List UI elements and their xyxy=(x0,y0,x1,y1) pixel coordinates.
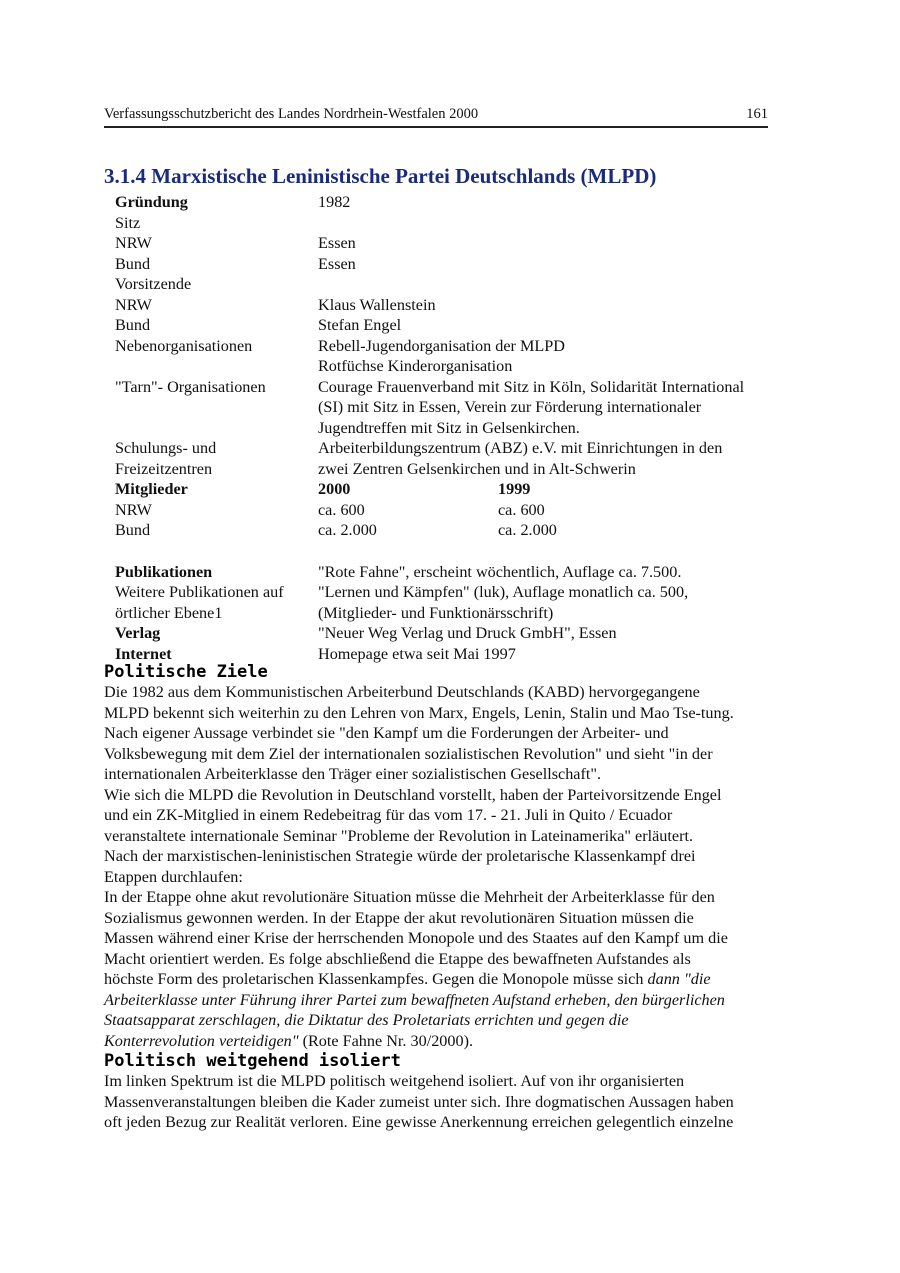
text-line: Massen während einer Krise der herrschenden Monopole und des Staates auf den Kampf um die xyxy=(104,929,728,947)
info-row-nebenorganisationen xyxy=(115,336,805,377)
info-value: (SI) mit Sitz in Essen, Verein zur Förderung internationaler xyxy=(318,398,702,416)
info-row-mit-nrw xyxy=(115,500,805,521)
paragraph-politische-ziele xyxy=(104,682,804,1051)
heading-politische-ziele: Politische Ziele xyxy=(104,662,268,682)
info-row-verlag xyxy=(115,623,805,644)
info-row-sitz xyxy=(115,213,805,234)
info-label: Bund xyxy=(115,254,151,273)
info-value: 1982 xyxy=(318,193,351,211)
info-row-vorsitzende xyxy=(115,274,805,295)
year-header: 1999 xyxy=(498,480,531,498)
info-value: Stefan Engel xyxy=(318,316,402,334)
text-line: Volksbewegung mit dem Ziel der internationalen sozialistischen Revolution" und sieht "in der xyxy=(104,744,713,763)
text-line: Sozialismus gewonnen werden. In der Etappe der akut revolutionären Situation müssen die xyxy=(104,908,694,927)
info-row-mit-bund xyxy=(115,520,805,541)
info-value: "Neuer Weg Verlag und Druck GmbH", Essen xyxy=(318,624,617,642)
info-label: Weitere Publikationen auf xyxy=(115,583,284,601)
info-value: "Rote Fahne", erscheint wöchentlich, Auflage ca. 7.500. xyxy=(318,562,682,581)
text-line: Nach der marxistischen-leninistischen Strategie würde der proletarische Klassenkampf drei xyxy=(104,847,696,865)
info-label: Bund xyxy=(115,521,151,539)
text-line xyxy=(104,969,804,990)
info-label: örtlicher Ebene1 xyxy=(115,603,223,622)
text-line: MLPD bekennt sich weiterhin zu den Lehren von Marx, Engels, Lenin, Stalin und Mao Tse-tung. xyxy=(104,703,734,722)
text-line xyxy=(104,1031,804,1052)
text-line: Etappen durchlaufen: xyxy=(104,867,243,886)
info-label: Mitglieder xyxy=(115,480,188,498)
info-row-sitz-bund xyxy=(115,254,805,275)
info-row-tarn xyxy=(115,377,805,439)
info-value: ca. 600 xyxy=(318,500,365,519)
info-row-vors-nrw xyxy=(115,295,805,316)
text-segment: höchste Form des proletarischen Klassenkampfes. Gegen die Monopole müsse sich xyxy=(104,970,644,988)
quote-line: Staatsapparat zerschlagen, die Diktatur des Proletariats errichten und gegen die xyxy=(104,1011,629,1029)
text-line: In der Etappe ohne akut revolutionäre Situation müsse die Mehrheit der Arbeiterklasse für den xyxy=(104,888,715,906)
info-value: Klaus Wallenstein xyxy=(318,295,436,314)
info-label: Vorsitzende xyxy=(115,275,192,293)
info-label: Nebenorganisationen xyxy=(115,336,253,355)
text-line: Massenveranstaltungen bleiben die Kader zumeist unter sich. Ihre dogmatischen Aussagen haben xyxy=(104,1092,734,1111)
info-value: ca. 2.000 xyxy=(498,521,557,539)
info-label: Freizeitzentren xyxy=(115,459,213,478)
info-label: Schulungs- und xyxy=(115,439,217,457)
info-label: Internet xyxy=(115,644,172,663)
info-value: Homepage etwa seit Mai 1997 xyxy=(318,644,516,663)
heading-politisch-isoliert: Politisch weitgehend isoliert xyxy=(104,1051,401,1071)
info-value: ca. 600 xyxy=(498,500,545,519)
text-line: veranstaltete internationale Seminar "Probleme der Revolution in Lateinamerika" erläutert. xyxy=(104,826,694,845)
info-label: NRW xyxy=(115,234,152,252)
year-header: 2000 xyxy=(318,480,351,498)
info-value: Jugendtreffen mit Sitz in Gelsenkirchen. xyxy=(318,418,580,437)
header-title: Verfassungsschutzbericht des Landes Nordrhein-Westfalen 2000 xyxy=(104,106,479,122)
info-value: Rotfüchse Kinderorganisation xyxy=(318,357,513,375)
info-row-sitz-nrw xyxy=(115,233,805,254)
text-line: Nach eigener Aussage verbindet sie "den Kampf um die Forderungen der Arbeiter- und xyxy=(104,724,669,742)
info-value: Essen xyxy=(318,234,356,252)
info-label: Bund xyxy=(115,316,151,334)
party-info-table xyxy=(115,192,805,664)
section-title: 3.1.4 Marxistische Leninistische Partei Deutschlands (MLPD) xyxy=(104,164,657,188)
info-row-internet xyxy=(115,644,805,665)
info-value: ca. 2.000 xyxy=(318,521,377,539)
info-label: Publikationen xyxy=(115,562,213,581)
info-row-weitere xyxy=(115,582,805,623)
quote-line: Arbeiterklasse unter Führung ihrer Partei zum bewaffneten Aufstand erheben, den bürgerlichen xyxy=(104,990,725,1009)
info-value: Courage Frauenverband mit Sitz in Köln, Solidarität International xyxy=(318,377,745,396)
info-row-schulung xyxy=(115,438,805,479)
info-label: Verlag xyxy=(115,624,161,642)
text-line: oft jeden Bezug zur Realität verloren. Eine gewisse Anerkennung erreichen gelegentlich einzelne xyxy=(104,1113,734,1131)
info-label: NRW xyxy=(115,295,152,314)
page-number: 161 xyxy=(746,106,768,122)
info-value: (Mitglieder- und Funktionärsschrift) xyxy=(318,603,554,622)
info-label: Sitz xyxy=(115,213,141,232)
text-line: internationalen Arbeiterklasse den Träger einer sozialistischen Gesellschaft". xyxy=(104,765,602,783)
info-value: "Lernen und Kämpfen" (luk), Auflage monatlich ca. 500, xyxy=(318,583,689,601)
info-value: Rebell-Jugendorganisation der MLPD xyxy=(318,336,565,355)
info-row-mitglieder xyxy=(115,479,805,500)
text-line: Im linken Spektrum ist die MLPD politisch weitgehend isoliert. Auf von ihr organisierten xyxy=(104,1072,685,1090)
info-row-gruendung xyxy=(115,192,805,213)
paragraph-politisch-isoliert xyxy=(104,1071,804,1133)
info-label: NRW xyxy=(115,500,152,519)
page-header xyxy=(104,106,768,128)
text-line: Macht orientiert werden. Es folge abschließend die Etappe des bewaffneten Aufstandes als xyxy=(104,949,691,968)
citation: (Rote Fahne Nr. 30/2000). xyxy=(298,1031,474,1050)
info-label: "Tarn"- Organisationen xyxy=(115,377,266,396)
quote-segment: Konterrevolution verteidigen" xyxy=(104,1031,299,1050)
text-line: und ein ZK-Mitglied in einem Redebeitrag für das vom 17. - 21. Juli in Quito / Ecuador xyxy=(104,806,673,824)
quote-segment: dann "die xyxy=(647,970,711,988)
info-row-vors-bund xyxy=(115,315,805,336)
info-label: Gründung xyxy=(115,193,188,211)
text-line: Wie sich die MLPD die Revolution in Deutschland vorstellt, haben der Parteivorsitzende Engel xyxy=(104,785,722,804)
info-value: zwei Zentren Gelsenkirchen und in Alt-Schwerin xyxy=(318,459,636,478)
text-line: Die 1982 aus dem Kommunistischen Arbeiterbund Deutschlands (KABD) hervorgegangene xyxy=(104,683,700,701)
info-value: Essen xyxy=(318,254,356,273)
info-row-publikationen xyxy=(115,562,805,583)
info-value: Arbeiterbildungszentrum (ABZ) e.V. mit Einrichtungen in den xyxy=(318,439,723,457)
